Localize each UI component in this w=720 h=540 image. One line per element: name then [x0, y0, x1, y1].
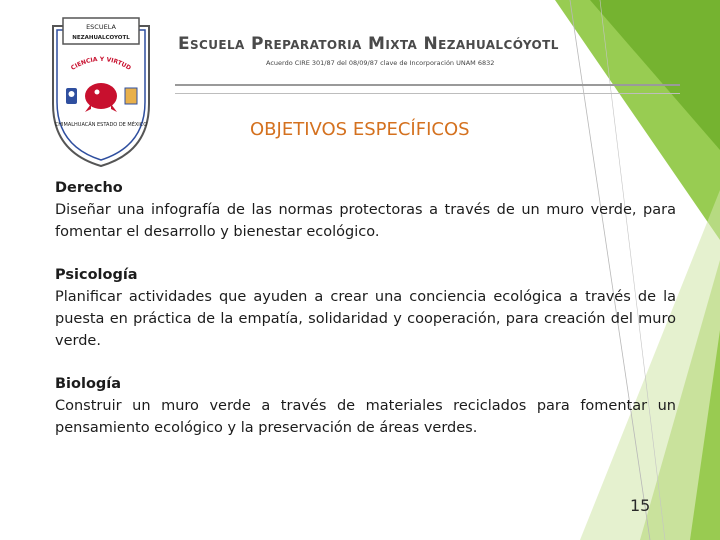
objective-heading: Derecho [55, 180, 123, 196]
objective-heading: Biología [55, 376, 122, 392]
crest-motto: CIENCIA Y VIRTUD [69, 55, 133, 72]
objective-psicologia [55, 264, 676, 352]
school-accreditation: Acuerdo CIRE 301/87 del 08/09/87 clave de Incorporación UNAM 6832 [266, 59, 495, 67]
crest-location: CHIMALHUACÁN ESTADO DE MÉXICO [54, 122, 148, 128]
objective-biologia [55, 373, 676, 439]
header-divider-bottom [175, 93, 680, 94]
objective-text: Planificar actividades que ayuden a crear una conciencia ecológica a través de la puesta en práctica de la empatía, solidaridad y cooperación, para creación del muro verde. [55, 289, 676, 349]
slide-title: OBJETIVOS ESPECÍFICOS [250, 119, 470, 140]
objective-text: Construir un muro verde a través de materiales reciclados para fomentar un pensamiento ecológico y la preservación de áreas verdes. [55, 398, 676, 436]
crest-banner-name: NEZAHUALCOYOTL [72, 35, 130, 41]
objective-heading: Psicología [55, 267, 138, 283]
crest-banner-top: ESCUELA [86, 23, 116, 31]
objective-derecho [55, 177, 676, 243]
header-divider-top [175, 84, 680, 86]
school-name: Escuela Preparatoria Mixta Nezahualcóyotl [178, 34, 559, 54]
school-crest-logo [45, 12, 157, 168]
slide-page-number: 15 [630, 496, 651, 515]
objective-text: Diseñar una infografía de las normas protectoras a través de un muro verde, para fomentar el desarrollo y bienestar ecológico. [55, 202, 676, 240]
